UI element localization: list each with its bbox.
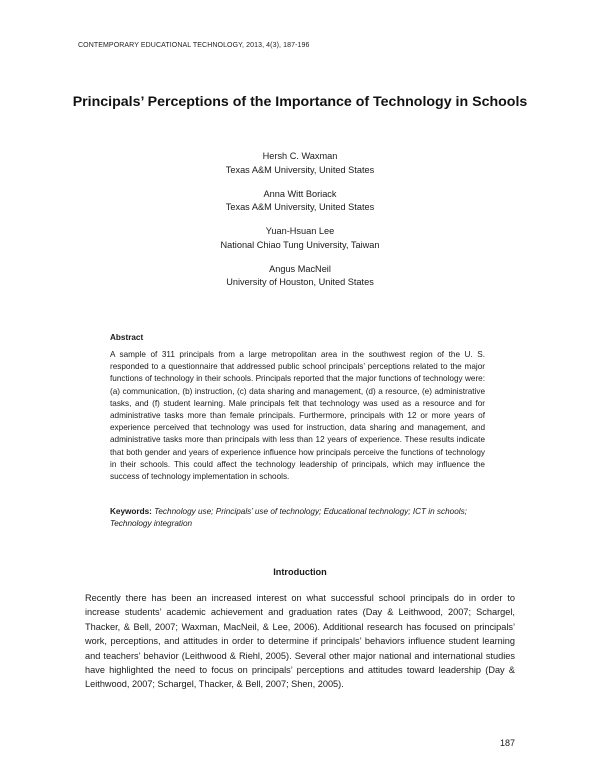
abstract-text — [110, 349, 485, 483]
author-affiliation: Texas A&M University, United States — [225, 202, 375, 212]
keywords — [110, 506, 485, 530]
running-head: CONTEMPORARY EDUCATIONAL TECHNOLOGY, 2013, 4(3), 187-196 — [78, 42, 310, 49]
author-block — [0, 188, 600, 215]
keywords-list: Technology use; Principals’ use of technology; Educational technology; ICT in schools; Technology integration — [110, 507, 467, 529]
abstract-paragraph: A sample of 311 principals from a large metropolitan area in the southwest region of the U. S. responded to a questionnaire that addressed public school principals’ perceptions related to the major functions of technology in their schools. Principals reported that the major functions of technology were: (a) communication, (b) instruction, (c) data sharing and management, (d) a resource, (e) administrative tasks, and (f) student learning. Male principals felt that technology was used as a resource and for administrative tasks more than female principals. Furthermore, principals with 12 or more years of experience perceived that technology was used for instruction, data sharing and management, and administrative tasks more than principals with less than 12 years of experience. These results indicate that both gender and years of experience influence how principals perceive the functions of technology in their schools. This could affect the technology leadership of principals, which may influence the success of technology implementation in schools. — [110, 350, 485, 482]
author-name: Hersh C. Waxman — [262, 151, 338, 161]
abstract-heading: Abstract — [110, 333, 144, 342]
keywords-label: Keywords: — [110, 507, 152, 516]
introduction-heading: Introduction — [273, 567, 327, 577]
author-list — [0, 150, 600, 300]
author-name: Angus MacNeil — [269, 263, 331, 274]
author-block — [0, 150, 600, 177]
author-name: Anna Witt Boriack — [263, 188, 337, 199]
introduction-text — [85, 591, 515, 692]
author-name: Yuan-Hsuan Lee — [265, 226, 335, 236]
author-block — [0, 263, 600, 290]
page-number: 187 — [499, 738, 515, 748]
paper-title: Principals’ Perceptions of the Importance of Technology in Schools — [72, 94, 528, 110]
author-affiliation: Texas A&M University, United States — [225, 164, 375, 175]
author-affiliation: National Chiao Tung University, Taiwan — [220, 239, 380, 250]
introduction-paragraph: Recently there has been an increased interest on what successful school principals do in order to increase students’ academic achievement and graduation rates (Day & Leithwood, 2007; Schargel, Thacker, & Bell, 2007; Waxman, MacNeil, & Lee, 2006). Additional research has focused on principals’ work, perceptions, and attitudes in order to determine if principals’ behaviors influence student learning and teachers’ behavior (Leithwood & Riehl, 2005). Several other major national and international studies have highlighted the need to focus on principals’ perceptions and attitudes toward leadership (Day & Leithwood, 2007; Schargel, Thacker, & Bell, 2007; Shen, 2005). — [85, 593, 515, 690]
author-affiliation: University of Houston, United States — [226, 277, 374, 287]
author-block — [0, 225, 600, 252]
